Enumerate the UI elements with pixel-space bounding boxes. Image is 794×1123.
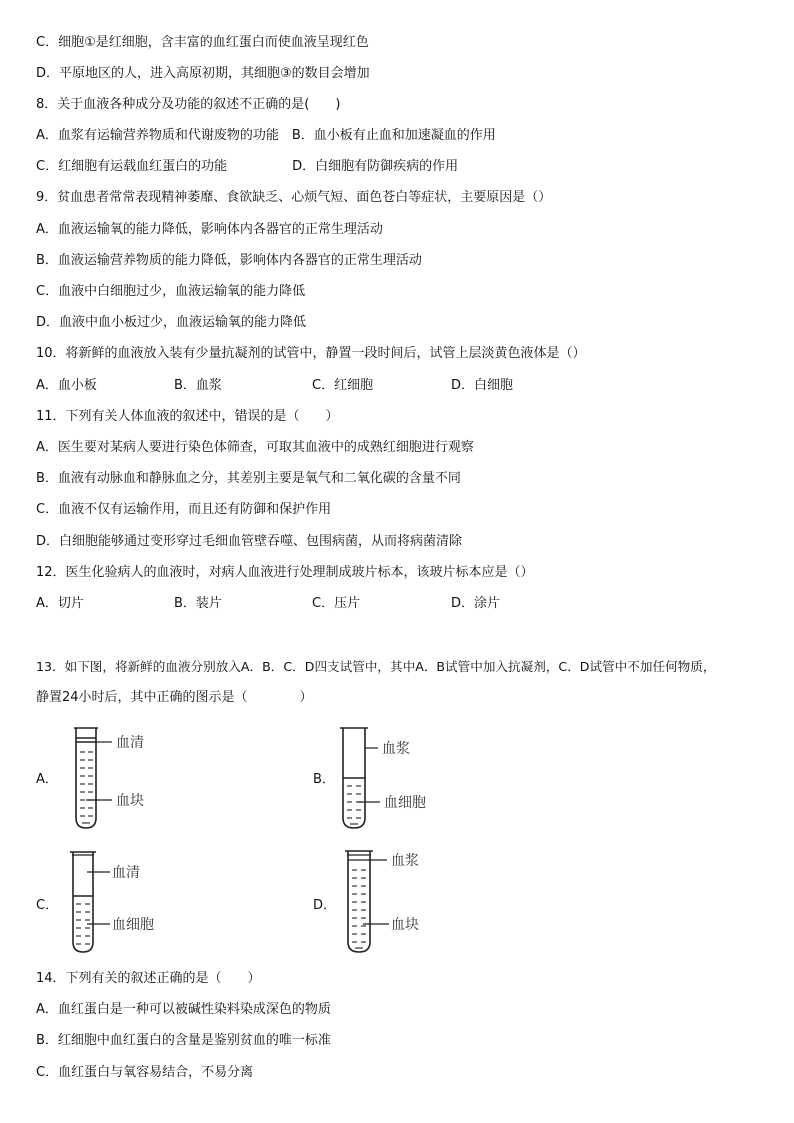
q7-option-c: C．细胞①是红细胞，含丰富的血红蛋白而使血液呈现红色	[36, 35, 369, 50]
q10-stem: 10．将新鲜的血液放入装有少量抗凝剂的试管中，静置一段时间后，试管上层淡黄色液体是（）	[36, 346, 586, 361]
figure-a-top-label: 血清	[116, 735, 144, 751]
figure-b-letter: B．	[313, 772, 335, 787]
q11-option-d: D．白细胞能够通过变形穿过毛细血管壁吞噬、包围病菌，从而将病菌清除	[36, 534, 463, 549]
figure-c-bottom-label: 血细胞	[112, 917, 154, 933]
figure-a-test-tube	[68, 726, 198, 834]
q8-stem: 8．关于血液各种成分及功能的叙述不正确的是( )	[36, 97, 341, 112]
q12-option-a: A．切片	[36, 596, 84, 611]
q8-options-cd: C．红细胞有运载血红蛋白的功能 D．白细胞有防御疾病的作用	[36, 159, 459, 174]
q14-option-b: B．红细胞中血红蛋白的含量是鉴别贫血的唯一标准	[36, 1033, 331, 1048]
q12-option-c: C．压片	[312, 596, 361, 611]
q14-stem: 14．下列有关的叙述正确的是（ ）	[36, 971, 261, 986]
figure-a-letter: A．	[36, 772, 58, 787]
q10-option-d: D．白细胞	[451, 378, 514, 393]
q8-options-ab: A．血浆有运输营养物质和代谢废物的功能 B．血小板有止血和加速凝血的作用	[36, 128, 496, 143]
q9-option-c: C．血液中白细胞过少，血液运输氧的能力降低	[36, 284, 306, 299]
q12-stem: 12．医生化验病人的血液时，对病人血液进行处理制成玻片标本，该玻片标本应是（）	[36, 565, 534, 580]
q14-option-a: A．血红蛋白是一种可以被碱性染料染成深色的物质	[36, 1002, 331, 1017]
q7-option-d: D．平原地区的人，进入高原初期，其细胞③的数目会增加	[36, 66, 370, 81]
q14-option-c: C．血红蛋白与氧容易结合，不易分离	[36, 1065, 254, 1080]
figure-d-bottom-label: 血块	[391, 917, 419, 933]
figure-c-test-tube	[70, 850, 200, 958]
q9-option-a: A．血液运输氧的能力降低，影响体内各器官的正常生理活动	[36, 222, 383, 237]
q9-stem: 9．贫血患者常常表现精神萎靡、食欲缺乏、心烦气短、面色苍白等症状，主要原因是（）	[36, 190, 552, 205]
q13-stem-line2: 静置24小时后，其中正确的图示是（ ）	[36, 690, 313, 705]
figure-d-letter: D．	[313, 898, 337, 913]
figure-d-top-label: 血浆	[391, 853, 419, 869]
q12-option-d: D．涂片	[451, 596, 501, 611]
q11-option-a: A．医生要对某病人要进行染色体筛查，可取其血液中的成熟红细胞进行观察	[36, 440, 474, 455]
q10-option-a: A．血小板	[36, 378, 97, 393]
q13-stem-line1: 13．如下图，将新鲜的血液分别放入A．B．C．D四支试管中，其中A．B试管中加入抗凝剂，C．D试管中不加任何物质，	[36, 659, 716, 674]
q10-option-c: C．红细胞	[312, 378, 374, 393]
q10-option-b: B．血浆	[174, 378, 222, 393]
figure-c-top-label: 血清	[112, 865, 140, 881]
figure-b-top-label: 血浆	[382, 741, 410, 757]
q12-option-b: B．装片	[174, 596, 222, 611]
figure-d-test-tube	[343, 848, 473, 960]
figure-c-letter: C．	[36, 898, 59, 913]
q11-option-c: C．血液不仅有运输作用，而且还有防御和保护作用	[36, 502, 332, 517]
q11-stem: 11．下列有关人体血液的叙述中，错误的是（ ）	[36, 409, 339, 424]
figure-b-test-tube	[340, 726, 470, 834]
q9-option-d: D．血液中血小板过少，血液运输氧的能力降低	[36, 315, 307, 330]
figure-b-bottom-label: 血细胞	[384, 795, 426, 811]
q9-option-b: B．血液运输营养物质的能力降低，影响体内各器官的正常生理活动	[36, 253, 422, 268]
q11-option-b: B．血液有动脉血和静脉血之分，其差别主要是氧气和二氧化碳的含量不同	[36, 471, 461, 486]
figure-a-bottom-label: 血块	[116, 793, 144, 809]
